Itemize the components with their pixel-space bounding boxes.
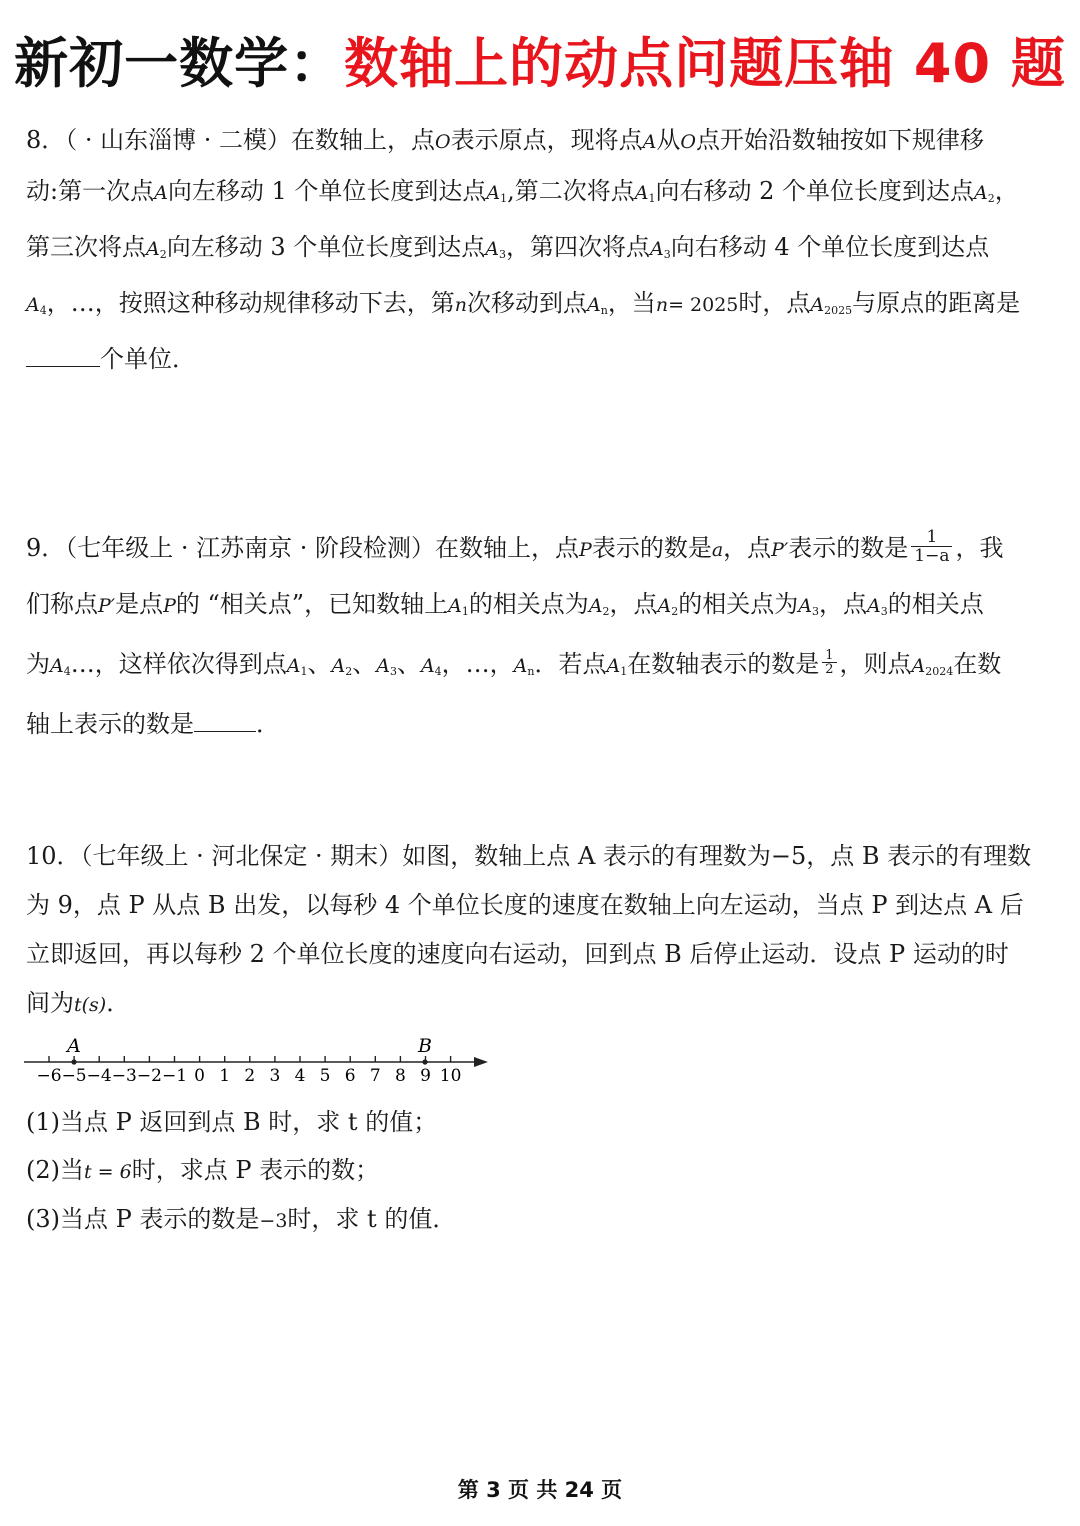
question-10	[26, 832, 1056, 1030]
number-line-tick-label: 5	[319, 1066, 331, 1086]
number-line-tick-label: −2	[136, 1066, 162, 1086]
answer-blank	[194, 727, 256, 732]
number-line-tick-label: −3	[111, 1066, 137, 1086]
title-prefix: 新初一数学：	[14, 32, 345, 95]
q8-line-5: 个单位．	[26, 335, 1056, 384]
q8-line-3: 第三次将点$A_2$向左移动 3 个单位长度到达点$A_3$，第四次将点$A_3$向右移动 4 个单位长度到达点	[26, 233, 990, 261]
point-a-dot	[71, 1059, 76, 1064]
q9-line-3: 为$A_4\dots$，这样依次得到点$A_1$、$A_2$、$A_3$、$A_4$，…，$A_n$．若点$A_1$在数轴表示的数是 $\frac{1}{2}$ ，则点$A_{2024}$在数	[26, 648, 1002, 678]
point-b-dot	[422, 1059, 427, 1064]
question-9	[26, 520, 1056, 750]
q9-line-1: 9．（七年级上 · 江苏南京 · 阶段检测）在数轴上，点P表示的数是a，点P′表示的数是 $\frac{1}{1-a}$ ，我	[26, 527, 1004, 566]
number-line-tick-label: −1	[161, 1066, 188, 1086]
number-line-ticks	[36, 1056, 461, 1086]
number-line-tick-label: −6	[36, 1066, 62, 1086]
number-line-figure	[22, 1030, 492, 1090]
question-8	[26, 116, 1056, 384]
number-line-tick-label: 6	[344, 1066, 356, 1086]
fraction-one-over-one-minus-a: $\frac{1}{1-a}$	[911, 528, 952, 565]
q10-line-4: 间为t(s)．	[26, 989, 131, 1017]
q8-line-1: 8．（ · 山东淄博 · 二模）在数轴上，点O表示原点，现将点A从O点开始沿数轴按如下规律移	[26, 126, 984, 154]
answer-blank	[26, 362, 100, 367]
page-title	[0, 28, 1080, 100]
q9-line-4: 轴上表示的数是 ．	[26, 710, 280, 738]
number-line-tick-label: 2	[244, 1066, 256, 1086]
number-line-tick-label: 7	[369, 1066, 381, 1086]
q8-line-2: 动:第一次点A向左移动 1 个单位长度到达点$A_1$,第二次将点$A_1$向右移动 2 个单位长度到达点$A_2$，	[26, 177, 1019, 205]
number-line-tick-label: 1	[219, 1066, 231, 1086]
point-a-label: A	[67, 1035, 81, 1057]
number-line-tick-label: 9	[420, 1066, 431, 1086]
q8-line-4: $A_4$，…，按照这种移动规律移动下去，第n次移动到点$A_n$，当n= 2025时，点$A_{2025}$与原点的距离是	[26, 289, 1021, 317]
q9-line-2: 们称点P′是点P的 “相关点”，已知数轴上$A_1$的相关点为$A_2$，点$A_2$的相关点为$A_3$，点$A_3$的相关点	[26, 590, 984, 618]
number-line-tick-label: 8	[394, 1066, 406, 1086]
number-line-tick-label: 0	[194, 1066, 206, 1086]
number-line-tick-label: 10	[439, 1066, 462, 1086]
number-line-tick-label: 4	[294, 1066, 306, 1086]
number-line-tick-label: 3	[269, 1066, 281, 1086]
number-line-tick-label: −5	[61, 1066, 87, 1086]
point-b-label: B	[418, 1035, 432, 1057]
q10-line-3: 立即返回，再以每秒 2 个单位长度的速度向右运动，回到点 B 后停止运动．设点 P 运动的时	[26, 940, 1009, 968]
fraction-one-half: $\frac{1}{2}$	[822, 649, 836, 676]
q10-line-1: 10．（七年级上 · 河北保定 · 期末）如图，数轴上点 A 表示的有理数为−5，点 B 表示的有理数	[26, 842, 1032, 870]
subquestion-2: (2)当t = 6时，求点 P 表示的数；	[26, 1156, 380, 1184]
q10-line-2: 为 9，点 P 从点 B 出发，以每秒 4 个单位长度的速度在数轴上向左运动，当点 P 到达点 A 后	[26, 891, 1024, 919]
page-footer: 第 3 页 共 24 页	[457, 1478, 623, 1502]
subquestion-3: (3)当点 P 表示的数是−3时，求 t 的值．	[26, 1205, 457, 1233]
subquestion-1: (1)当点 P 返回到点 B 时，求 t 的值；	[26, 1108, 438, 1136]
number-line-tick-label: −4	[86, 1066, 112, 1086]
title-main: 数轴上的动点问题压轴 40 题	[344, 32, 1066, 95]
number-line-arrow	[474, 1057, 488, 1067]
